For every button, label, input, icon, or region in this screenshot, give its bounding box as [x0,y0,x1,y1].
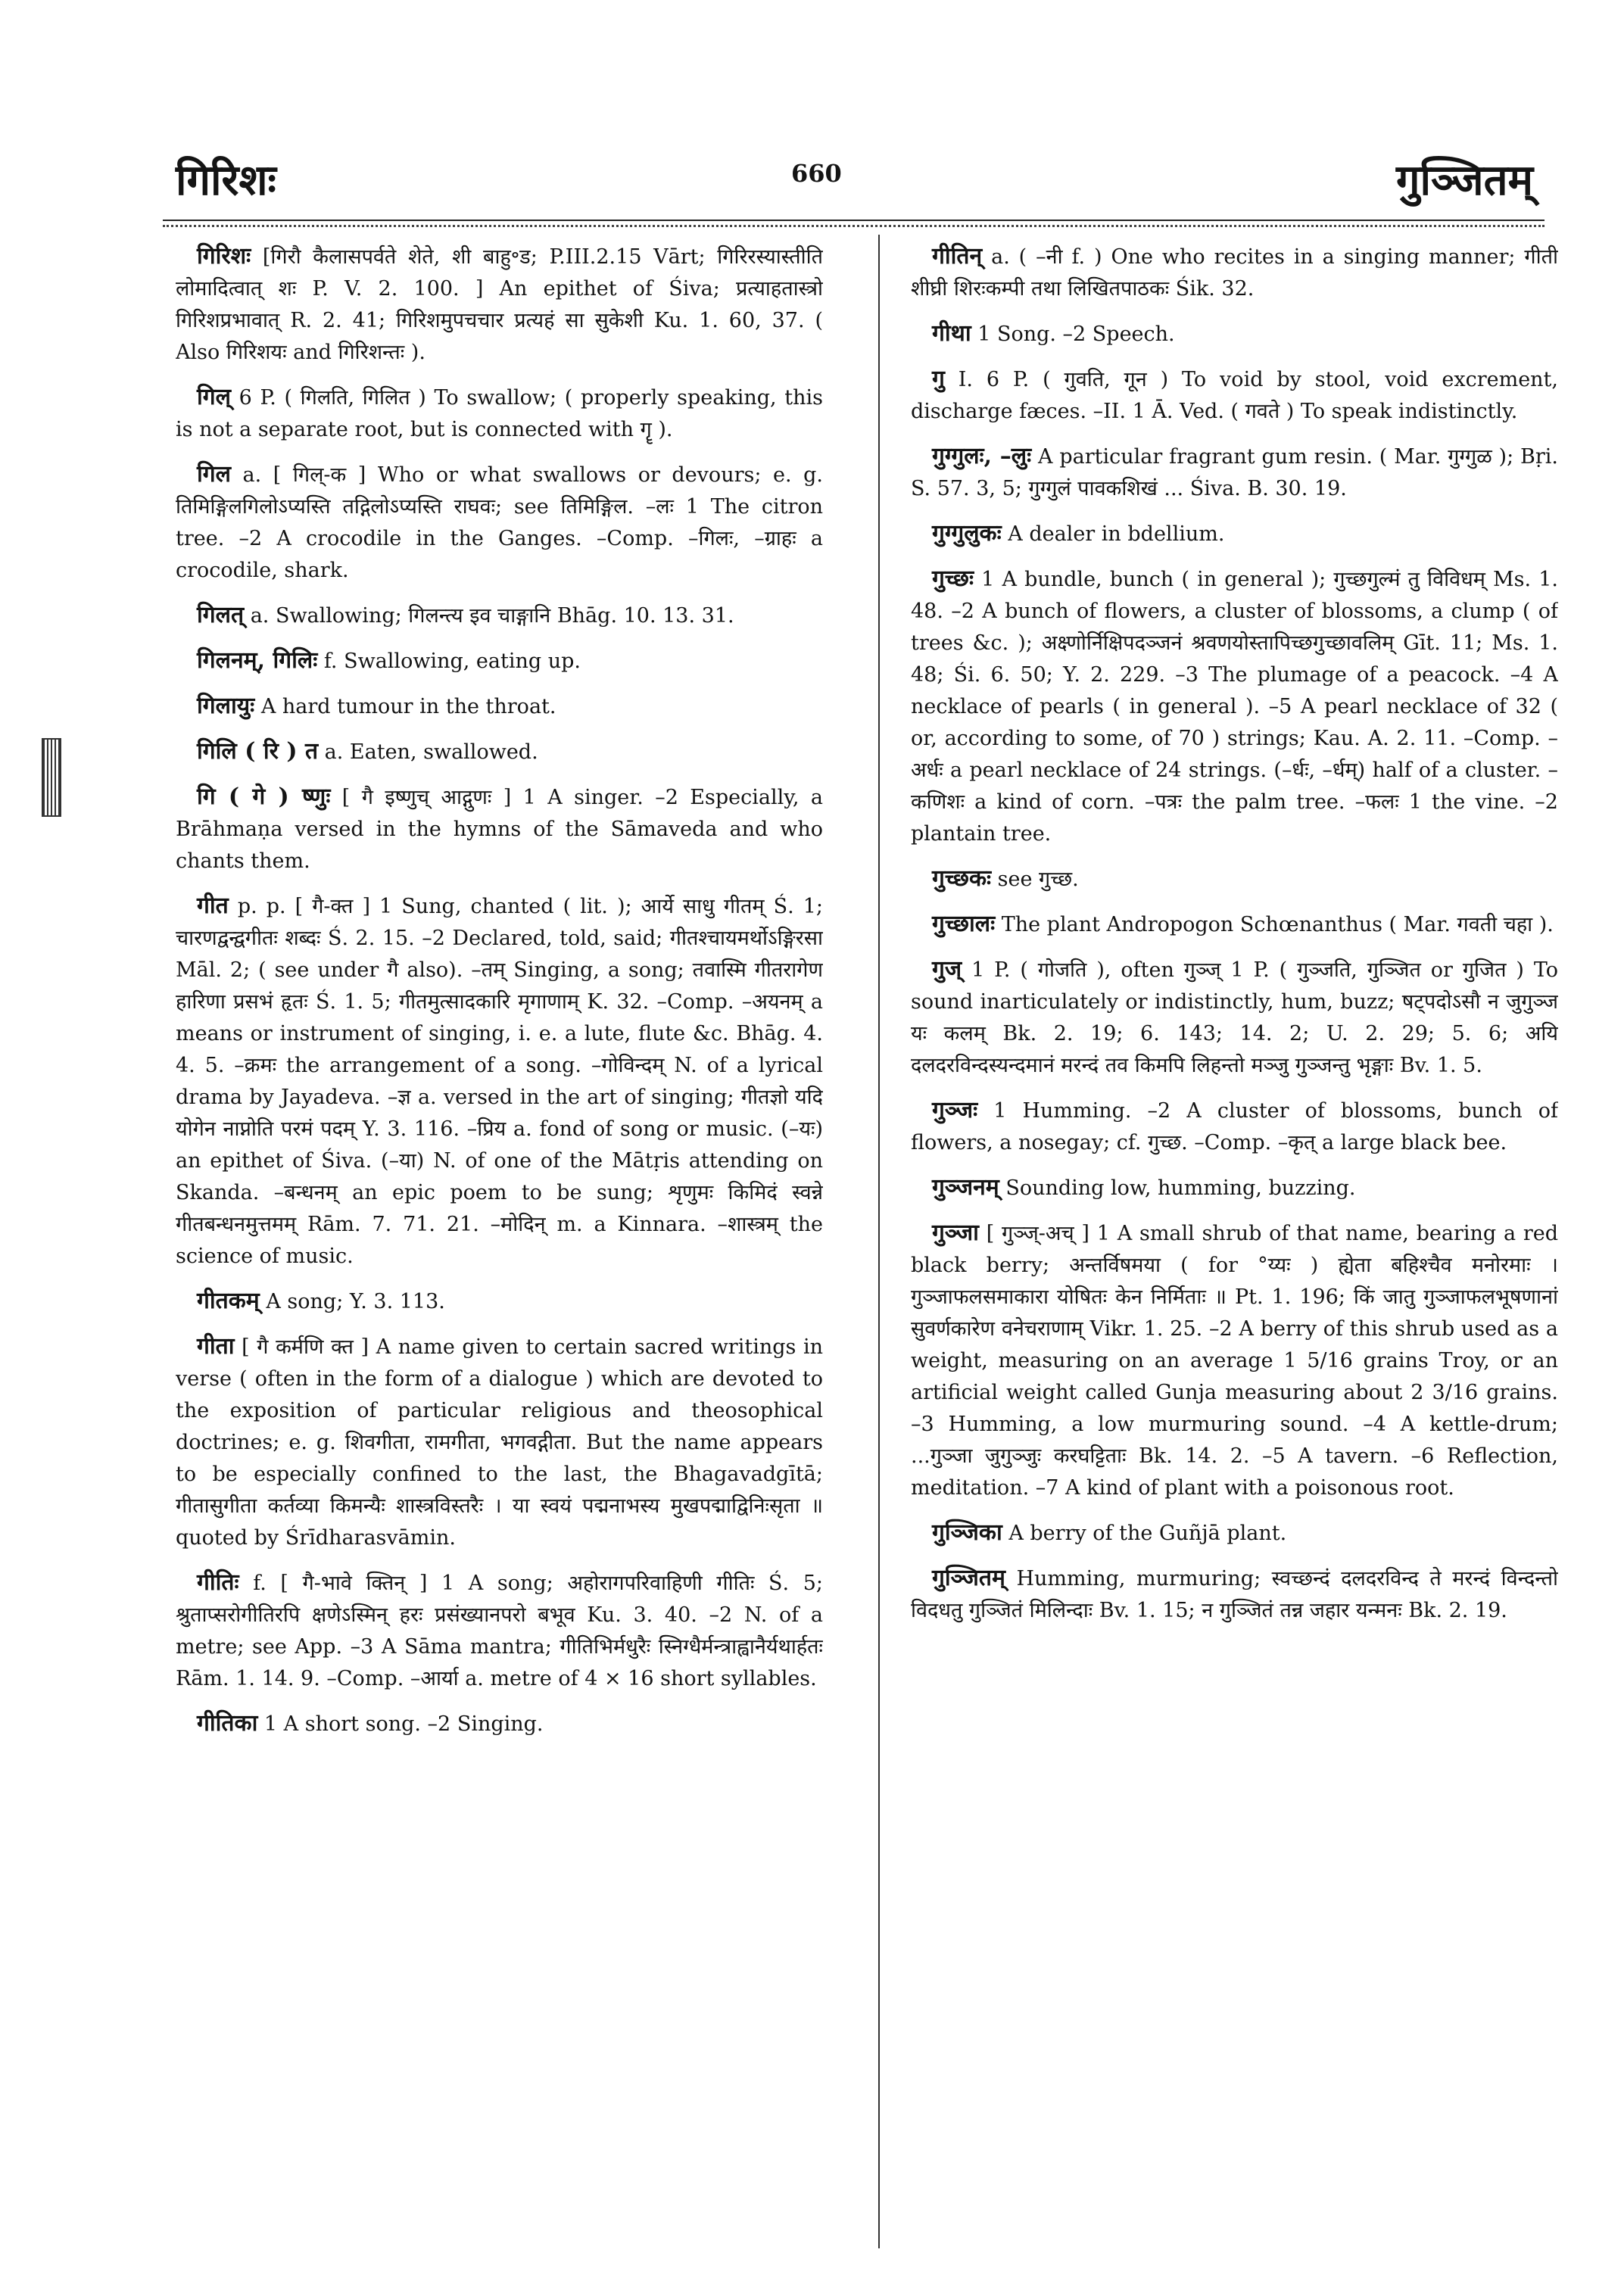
headword: गिलनम्, गिलिः [197,647,318,674]
dictionary-entry [911,241,1558,305]
entry-body: f. Swallowing, eating up. [317,650,581,673]
page-number: 660 [791,159,842,188]
dictionary-entry [911,1172,1558,1204]
dictionary-entry [176,690,823,723]
dictionary-entry [911,1095,1558,1159]
entry-body: [ गुञ्ज्-अच् ] 1 A small shrub of that name, bearing a red black berry; अन्तर्विषमया ( for °य्यः ) ह्येता बहिश्चैव मनोरमाः । गुञ्जाफलसमाकारा योषितः केन निर्मिताः ॥ Pt. 1. 196; किं जातु गुञ्जाफलभूषणानां सुवर्णकारेण वनेचराणाम् Vikr. 1. 25. –2 A berry of this shrub used as a weight, measuring on an average 1 5/16 grains Troy, or an artificial weight called Gunja measuring about 2 3/16 grains. –3 Humming, a low murmuring sound. –4 A kettle-drum; ...गुञ्जा जुगुञ्जुः करघट्टिताः Bk. 14. 2. –5 A tavern. –6 Reflection, meditation. –7 A kind of plant with a poisonous root. [911,1222,1558,1500]
guide-word-left: गिरिशः [176,155,276,205]
column-divider [878,235,880,2248]
headword: गीतिन् [932,243,983,269]
headword: गुच्छकः [932,865,992,892]
dictionary-entry [911,518,1558,550]
headword: गुज् [932,956,962,983]
headword: गुञ्जिका [932,1519,1002,1546]
entry-body: A berry of the Guñjā plant. [1002,1522,1287,1545]
dictionary-entry [911,363,1558,428]
header-rule [163,220,1545,221]
headword: गिल् [197,384,231,410]
entry-body: The plant Andropogon Schœnanthus ( Mar. गवती चहा ). [995,913,1554,936]
headword: गुञ्जनम् [932,1174,999,1201]
entry-body: Sounding low, humming, buzzing. [999,1176,1356,1200]
headword: गुञ्जितम् [932,1565,1005,1591]
headword: गीथा [932,320,971,347]
dictionary-entry [911,863,1558,896]
dictionary-entry [911,1562,1558,1627]
headword: गीतिः [197,1569,239,1596]
margin-mark [42,738,61,817]
dictionary-entry [176,736,823,768]
right-column [911,241,1558,2239]
entry-body: A dealer in bdellium. [1001,522,1225,546]
headword: गुञ्जः [932,1097,978,1123]
dictionary-entry [176,645,823,678]
headword: गिलायुः [197,693,255,719]
dictionary-entry [911,908,1558,941]
dictionary-entry [911,1217,1558,1504]
entry-body: [गिरौ कैलासपर्वते शेते, शी बाहु॰ड; P.III.2.15 Vārt; गिरिरस्यास्तीति लोमादित्वात् शः P. V. 2. 100. ] An epithet of Śiva; प्रत्याहतास्त्रो गिरिशप्रभावात् R. 2. 41; गिरिशमुपचचार प्रत्यहं सा सुकेशी Ku. 1. 60, 37. ( Also गिरिशयः and गिरिशन्तः ). [176,245,823,364]
dictionary-entry [176,382,823,446]
dictionary-entry [176,1567,823,1695]
entry-body: 1 A bundle, bunch ( in general ); गुच्छगुल्मं तु विविधम् Ms. 1. 48. –2 A bunch of flowers, a cluster of blossoms, a clump ( of trees &c. ); अक्ष्णोर्निक्षिपदञ्जनं श्रवणयोस्तापिच्छगुच्छावलिम् Gīt. 11; Ms. 1. 48; Śi. 6. 50; Y. 2. 229. –3 The plumage of a peacock. –4 A necklace of pearls ( in general ). –5 A pearl necklace of 32 ( or, according to some, of 70 ) strings; Kau. A. 2. 11. –Comp. –अर्धः a pearl necklace of 24 strings. (–र्धः, –र्धम्) half of a cluster. –कणिशः a kind of corn. –पत्रः the palm tree. –फलः 1 the vine. –2 plantain tree. [911,568,1558,846]
entry-body: [ गै कर्मणि क्त ] A name given to certain sacred writings in verse ( often in the form of a dialogue ) which are devoted to the exposition of particular religious and theosophical doctrines; e. g. शिवगीता, रामगीता, भगवद्गीता. But the name appears to be especially confined to the last, the Bhagavadgītā; गीतासुगीता कर्तव्या किमन्यैः शास्त्रविस्तरैः । या स्वयं पद्मनाभस्य मुखपद्माद्विनिःसृता ॥ quoted by Śrīdharasvāmin. [176,1335,823,1550]
dictionary-entry [911,1517,1558,1550]
headword: गिलत् [197,602,245,628]
left-column [176,241,823,2239]
headword: गीता [197,1333,235,1360]
entry-body: 6 P. ( गिलति, गिलित ) To swallow; ( properly speaking, this is not a separate root, but is connected with गॄ ). [176,386,823,441]
page-header [0,0,1624,227]
headword: गुग्गुलुकः [932,520,1002,547]
dictionary-entry [176,459,823,587]
dictionary-entry [911,563,1558,850]
dictionary-entry [176,781,823,877]
entry-body: f. [ गै-भावे क्तिन् ] 1 A song; अहोरागपरिवाहिणी गीतिः Ś. 5; श्रुताप्सरोगीतिरपि क्षणेऽस्मिन् हरः प्रसंख्यानपरो बभूव Ku. 3. 40. –2 N. of a metre; see App. –3 A Sāma mantra; गीतिभिर्मधुरैः स्निग्धैर्मन्त्राह्वानैर्यथार्हतः Rām. 1. 14. 9. –Comp. –आर्या a. metre of 4 × 16 short syllables. [176,1572,823,1690]
entry-body: 1 Song. –2 Speech. [971,322,1175,346]
entry-body: [ गै इष्णुच् आद्गुणः ] 1 A singer. –2 Especially, a Brāhmaṇa versed in the hymns of the Sāmaveda and who chants them. [176,786,823,873]
headword: गीत [197,893,229,919]
headword: गीतिका [197,1710,258,1737]
headword: गुञ्जा [932,1220,979,1246]
entry-body: A song; Y. 3. 113. [259,1290,445,1313]
entry-body: 1 Humming. –2 A cluster of blossoms, bunch of flowers, a nosegay; cf. गुच्छ. –Comp. –कृत् a large black bee. [911,1099,1558,1154]
entry-body: 1 A short song. –2 Singing. [257,1712,544,1736]
headword: गिलि ( रि ) त [197,738,319,765]
headword: गिल [197,461,231,488]
entry-body: 1 P. ( गोजति ), often गुञ्ज् 1 P. ( गुञ्जति, गुञ्जित or गुजित ) To sound inarticulately or indistinctly, hum, buzz; षट्पदोऽसौ न जुगुञ्ज यः कलम् Bk. 2. 19; 6. 143; 14. 2; U. 2. 29; 5. 6; अयि दलदरविन्दस्यन्दमानं मरन्दं तव किमपि लिहन्तो मञ्जु गुञ्जन्तु भृङ्गाः Bv. 1. 5. [911,958,1558,1077]
dictionary-entry [911,318,1558,350]
dictionary-entry [911,954,1558,1082]
headword: गुच्छालः [932,911,996,937]
entry-body: A particular fragrant gum resin. ( Mar. गुग्गुळ ); Bṛi. S. 57. 3, 5; गुग्गुलं पावकशिखं ... Śiva. B. 30. 19. [911,445,1558,500]
entry-body: a. [ गिल्-क ] Who or what swallows or devours; e. g. तिमिङ्गिलगिलोऽप्यस्ति तद्गिलोऽप्यस्ति राघवः; see तिमिङ्गिल. –लः 1 The citron tree. –2 A crocodile in the Ganges. –Comp. –गिलः, –ग्राहः a crocodile, shark. [176,463,823,582]
entry-body: I. 6 P. ( गुवति, गून ) To void by stool, void excrement, discharge fæces. –II. 1 Ā. Ved. ( गवते ) To speak indistinctly. [911,368,1558,423]
header-dotted-rule [163,225,1545,227]
dictionary-entry [911,441,1558,505]
dictionary-entry [176,890,823,1273]
entry-body: see गुच्छ. [991,868,1079,891]
entry-body: p. p. [ गै-क्त ] 1 Sung, chanted ( lit. ); आर्ये साधु गीतम् Ś. 1; चारणद्वन्द्वगीतः शब्दः Ś. 2. 15. –2 Declared, told, said; गीतश्चायमर्थोऽङ्गिरसा Māl. 2; ( see under गै also). –तम् Singing, a song; तवास्मि गीतरागेण हारिणा प्रसभं हृतः Ś. 1. 5; गीतमुत्सादकारि मृगाणाम् K. 32. –Comp. –अयनम् a means or instrument of singing, i. e. a lute, flute &c. Bhāg. 4. 4. 5. –क्रमः the arrangement of a song. –गोविन्दम् N. of a lyrical drama by Jayadeva. –ज्ञ a. versed in the art of singing; गीतज्ञो यदि योगेन नाप्नोति परमं पदम् Y. 3. 116. –प्रिय a. fond of song or music. (–यः) an epithet of Śiva. (–या) N. of one of the Mātṛis attending on Skanda. –बन्धनम् an epic poem to be sung; शृणुमः किमिदं स्वन्ने गीतबन्धनमुत्तमम् Rām. 7. 71. 21. –मोदिन् m. a Kinnara. –शास्त्रम् the science of music. [176,895,823,1268]
entry-body: a. Swallowing; गिलन्त्य इव चाङ्गानि Bhāg. 10. 13. 31. [244,604,734,628]
headword: गि ( गे ) ष्णुः [197,784,331,810]
dictionary-entry [176,241,823,369]
headword: गुच्छः [932,565,974,592]
dictionary-entry [176,600,823,632]
headword: गीतकम् [197,1288,260,1314]
dictionary-entry [176,1708,823,1740]
entry-body: a. Eaten, swallowed. [318,740,538,764]
dictionary-entry [176,1331,823,1554]
guide-word-right: गुञ्जितम् [1396,155,1533,205]
entry-body: Humming, murmuring; स्वच्छन्दं दलदरविन्द ते मरन्दं विन्दन्तो विदधतु गुञ्जितं मिलिन्दाः Bv. 1. 15; न गुञ्जितं तन्न जहार यन्मनः Bk. 2. 19. [911,1567,1558,1622]
dictionary-entry [176,1285,823,1318]
entry-body: a. ( –नी f. ) One who recites in a singing manner; गीती शीघ्री शिरःकम्पी तथा लिखितपाठकः Śik. 32. [911,245,1558,301]
headword: गुग्गुलः, –लुः [932,443,1032,469]
entry-body: A hard tumour in the throat. [254,695,556,718]
headword: गु [932,366,945,392]
headword: गिरिशः [197,243,251,269]
